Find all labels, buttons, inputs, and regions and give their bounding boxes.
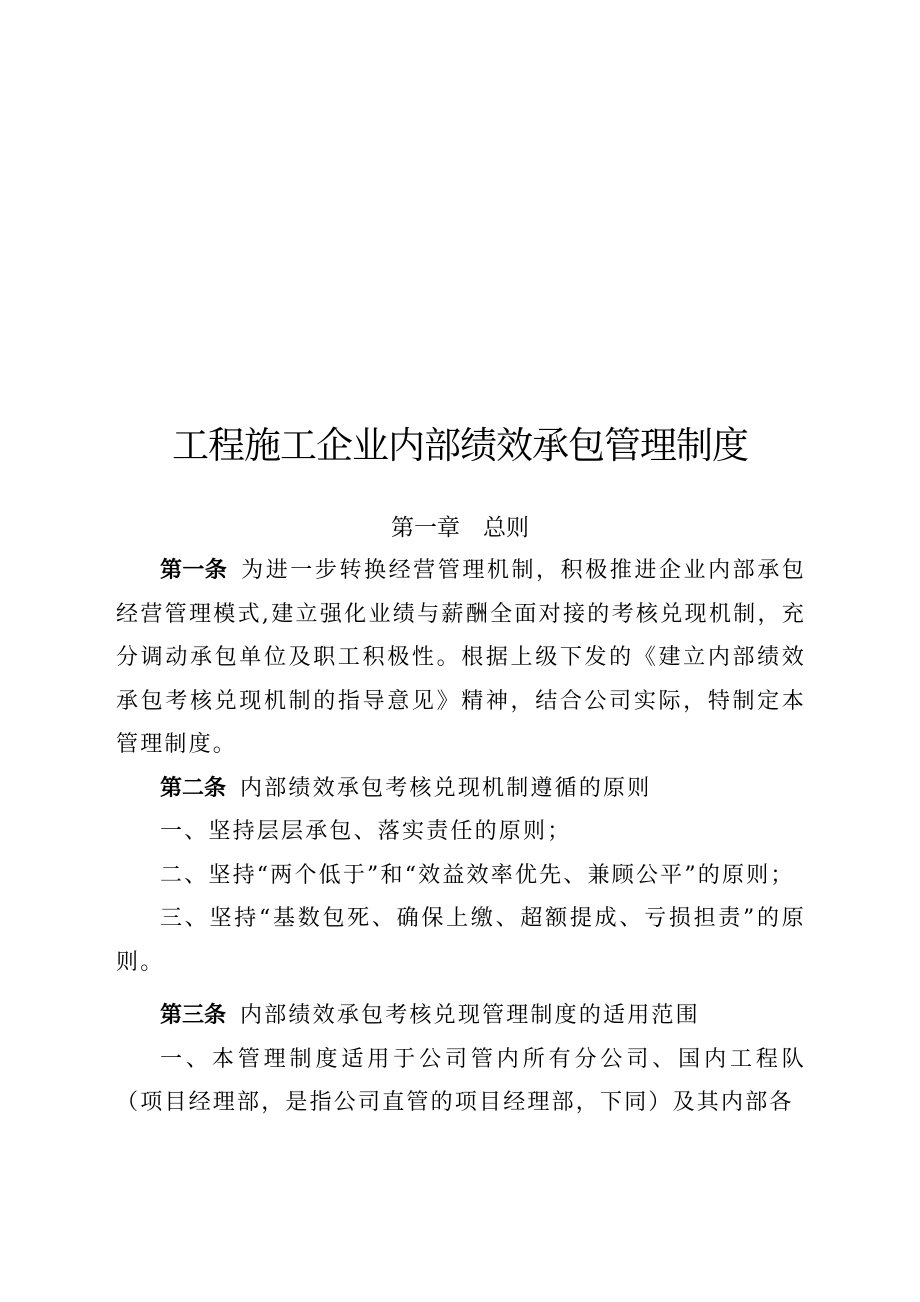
article-3 xyxy=(116,994,806,1038)
article-label: 第一条 xyxy=(160,558,228,583)
article-2 xyxy=(116,767,806,811)
document-title: 工程施工企业内部绩效承包管理制度 xyxy=(172,424,748,467)
document-body xyxy=(116,549,806,1125)
article-label: 第三条 xyxy=(160,1003,227,1028)
article-1 xyxy=(116,549,806,767)
article-text: 内部绩效承包考核兑现管理制度的适用范围 xyxy=(240,1003,700,1028)
chapter-heading: 第一章 总则 xyxy=(391,515,529,541)
article-2-item-1: 一、坚持层层承包、落实责任的原则； xyxy=(160,819,572,844)
article-text: 为进一步转换经营管理机制，积极推进企业内部承包经营管理模式,建立强化业绩与薪酬全面对接的考核兑现机制，充分调动承包单位及职工积极性。根据上级下发的《建立内部绩效承包考核兑现机制的指导意见》精神，结合公司实际，特制定本管理制度。 xyxy=(116,558,806,757)
article-3-item-1: 一、本管理制度适用于公司管内所有分公司、国内工程队（项目经理部，是指公司直管的项目经理部，下同）及其内部各 xyxy=(116,1046,806,1115)
article-2-item-3: 三、坚持“基数包死、确保上缴、超额提成、亏损担责”的原则。 xyxy=(116,906,806,975)
paragraph-gap xyxy=(116,984,806,994)
article-text: 内部绩效承包考核兑现机制遵循的原则 xyxy=(240,775,652,801)
article-label: 第二条 xyxy=(160,775,227,801)
article-2-item-2: 二、坚持“两个低于”和“效益效率优先、兼顾公平”的原则； xyxy=(160,862,795,888)
